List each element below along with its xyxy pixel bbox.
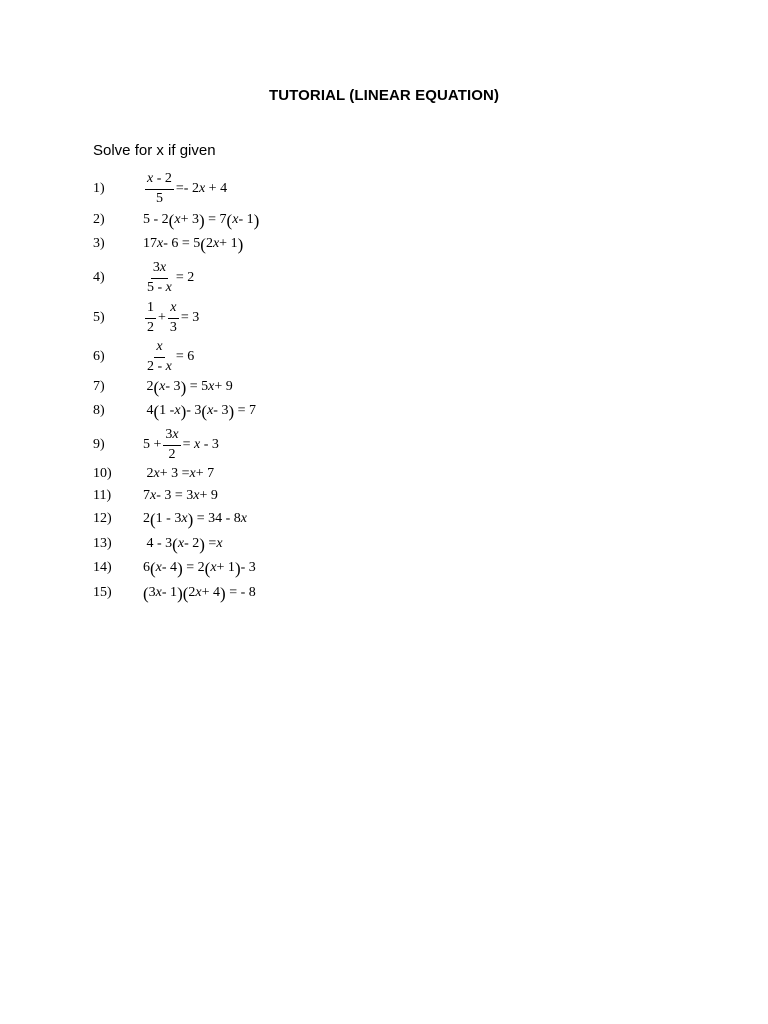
problem-item — [93, 208, 259, 232]
problem-item — [93, 375, 233, 399]
problem-item — [93, 232, 243, 256]
equation: $\frac{1}{2}$ + $\frac{x}{3}$ = 3 — [147, 300, 200, 335]
problem-item — [93, 425, 219, 465]
problem-number: 1) — [93, 181, 105, 196]
problem-item — [93, 532, 223, 556]
problem-number: 14) — [93, 560, 112, 575]
problem-number: 5) — [93, 310, 105, 325]
problem-number: 15) — [93, 585, 112, 600]
problem-number: 8) — [93, 403, 105, 418]
equation: $\frac{x - 2}{5}$ =- 2x + 4 — [147, 171, 228, 206]
problem-number: 2) — [93, 212, 105, 227]
fraction: $\frac{3x}{5 - x}$ — [147, 260, 172, 295]
problem-number: 13) — [93, 536, 112, 551]
fraction: $\frac{x}{3}$ — [169, 300, 177, 335]
problem-number: 10) — [93, 466, 112, 481]
problem-item — [93, 484, 218, 508]
equation: ( 3 x - 1 ) ( 2 x + 4 ) = - 8 — [143, 583, 256, 603]
equation: 5 + $\frac{3x}{2}$ = x - 3 — [143, 427, 219, 462]
problem-item — [93, 462, 214, 486]
equation: $\frac{x}{2 - x}$ = 6 — [147, 339, 195, 374]
equation: 6 ( x - 4 ) = 2 ( x + 1 ) - 3 — [143, 558, 256, 578]
fraction: $\frac{1}{2}$ — [147, 300, 154, 335]
equation: 2 ( 1 - 3 x ) = 34 - 8 x — [143, 509, 248, 529]
fraction: $\frac{x - 2}{5}$ — [147, 171, 172, 206]
equation: 4 ( 1 - x ) - 3 ( x - 3 ) = 7 — [143, 401, 257, 421]
equation: 5 - 2 ( x + 3 ) = 7 ( x - 1 ) — [143, 210, 260, 230]
equation: $\frac{3x}{5 - x}$ = 2 — [147, 260, 195, 295]
problem-number: 3) — [93, 236, 105, 251]
problem-number: 7) — [93, 379, 105, 394]
problem-item — [93, 507, 247, 531]
problem-item — [93, 581, 256, 605]
equation: 17 x - 6 = 5 ( 2 x + 1 ) — [143, 234, 244, 254]
problem-number: 4) — [93, 270, 105, 285]
problem-number: 6) — [93, 349, 105, 364]
problem-item — [93, 556, 256, 580]
problem-number: 12) — [93, 511, 112, 526]
instruction-text: Solve for x if given — [93, 142, 216, 159]
problem-item — [93, 298, 199, 338]
fraction: $\frac{x}{2 - x}$ — [147, 339, 172, 374]
problem-item — [93, 170, 227, 208]
problem-item — [93, 258, 194, 298]
page-title: TUTORIAL (LINEAR EQUATION) — [268, 87, 500, 104]
problem-item — [93, 399, 256, 423]
equation: 7 x - 3 = 3 x + 9 — [143, 488, 218, 503]
problem-number: 9) — [93, 437, 105, 452]
problem-number: 11) — [93, 488, 112, 503]
fraction: $\frac{3x}{2}$ — [165, 427, 179, 462]
problem-item — [93, 338, 194, 376]
equation: 4 - 3 ( x - 2 ) = x — [143, 534, 223, 554]
equation: 2 ( x - 3 ) = 5 x + 9 — [143, 377, 233, 397]
equation: 2 x + 3 = x + 7 — [143, 466, 215, 481]
